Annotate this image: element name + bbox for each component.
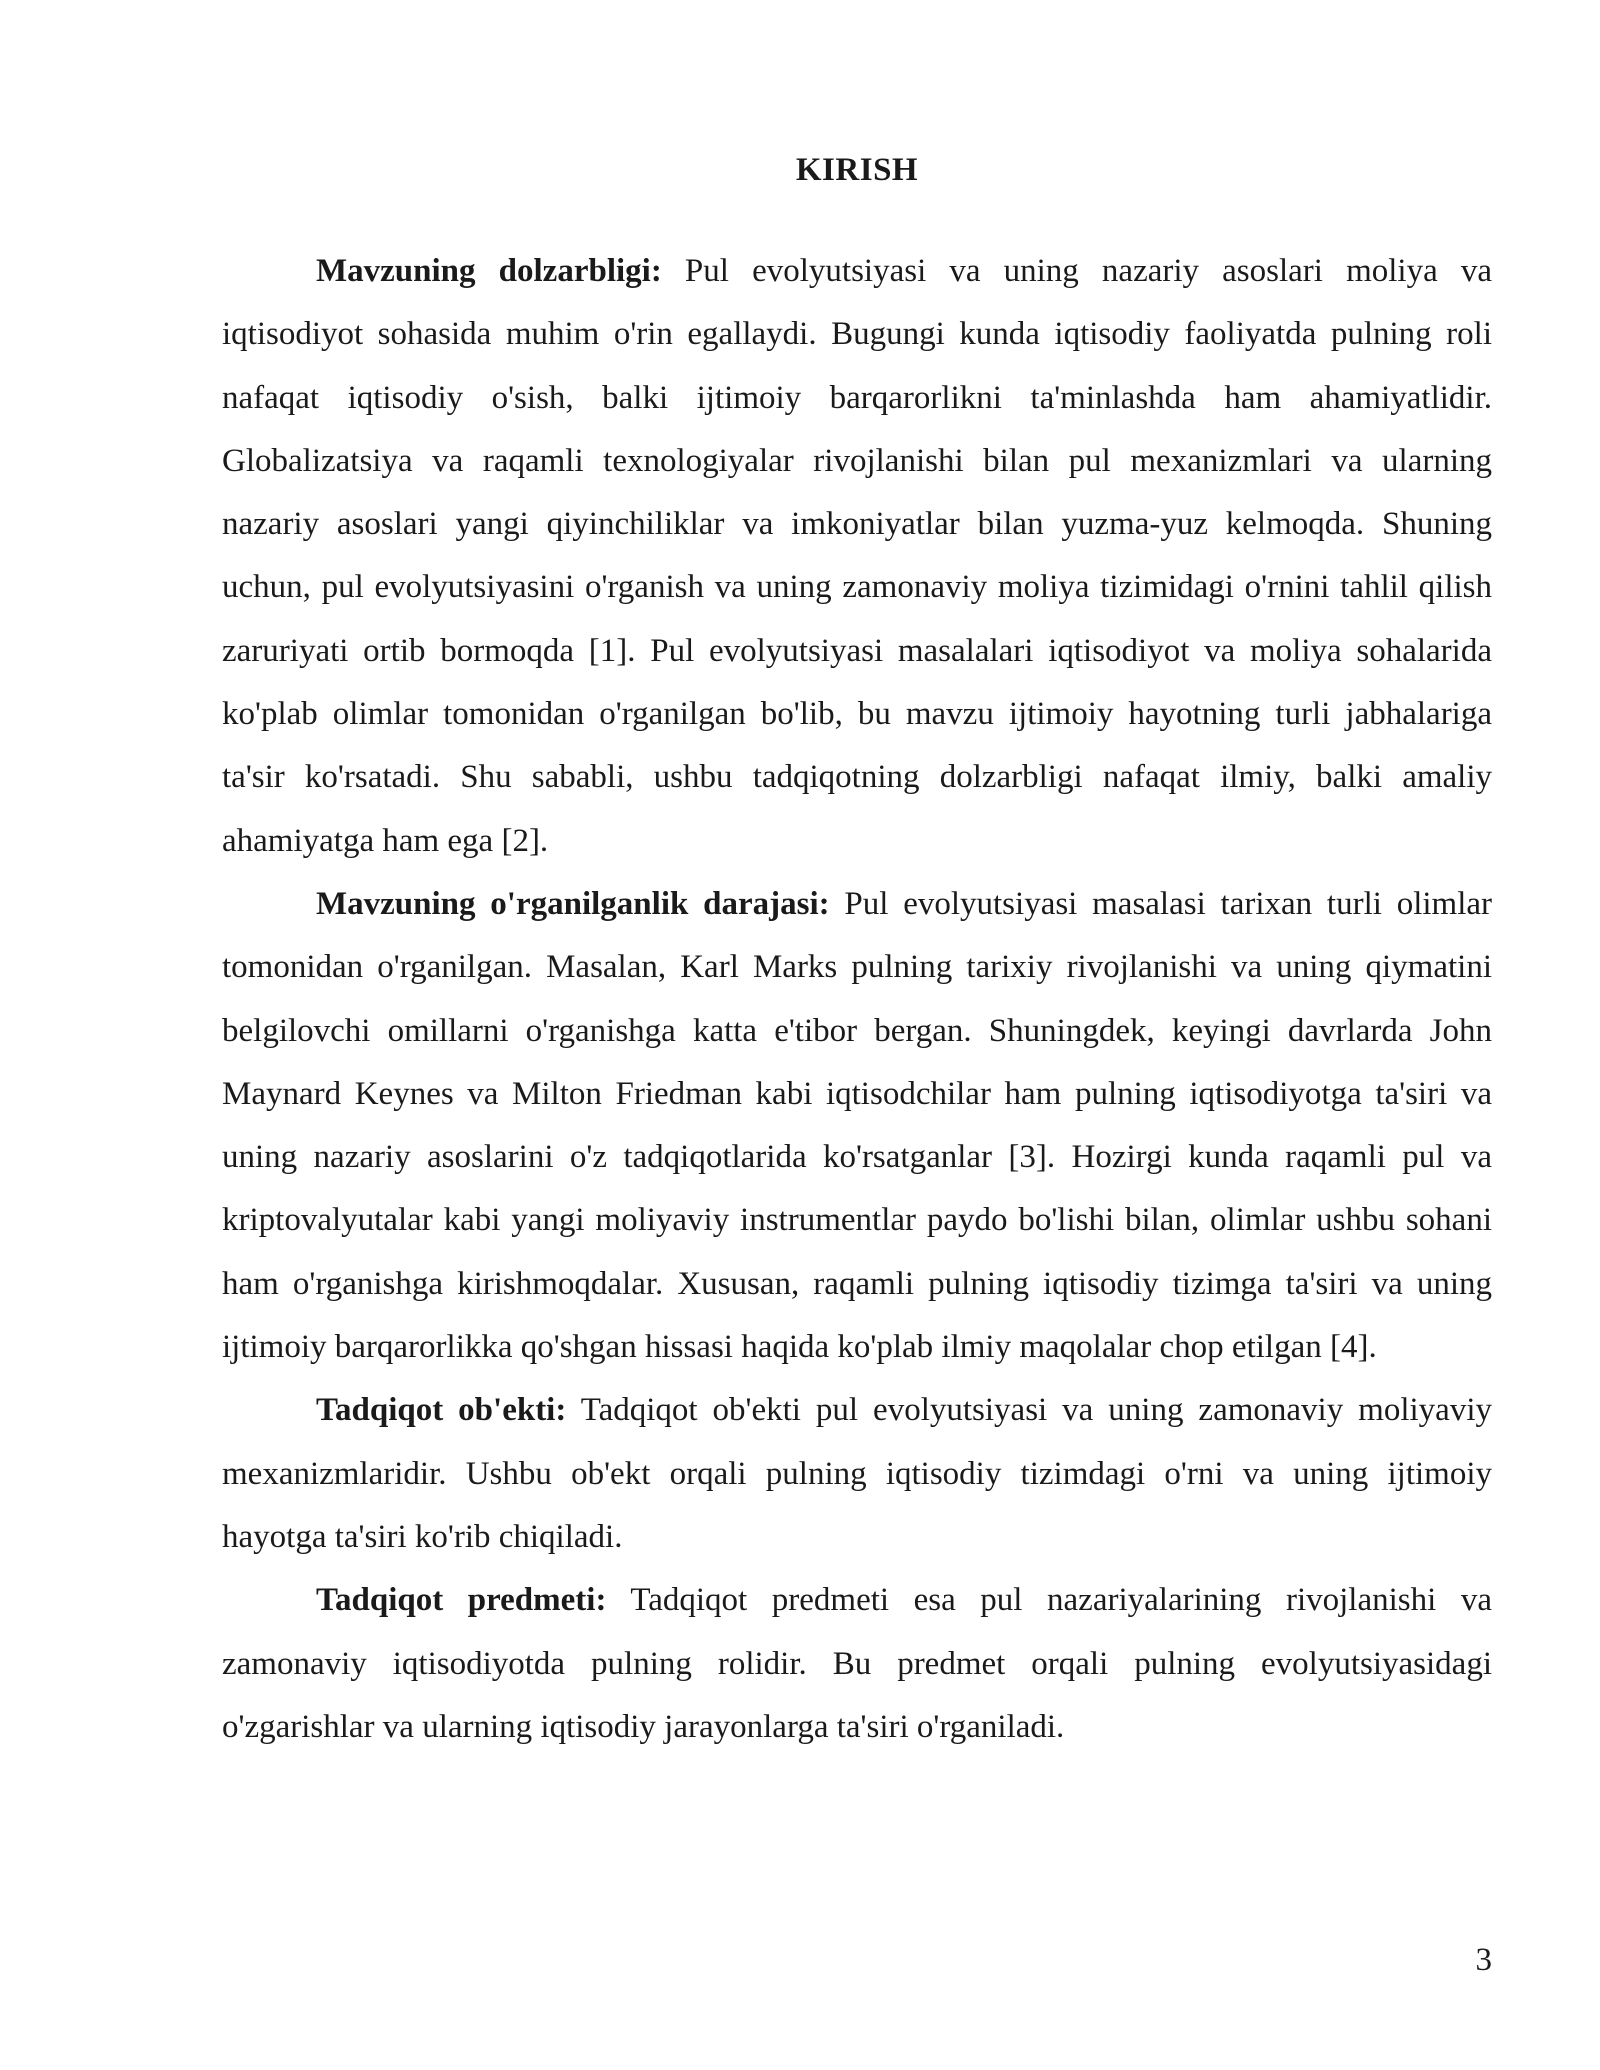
paragraph-text: Tadqiqot ob'ekti pul evolyutsiyasi va uning zamonaviy moliyaviy mexanizmlaridir. Ushbu ob'ekt orqali pulning iqtisodiy tizimdagi o'rni va uning ijtimoiy hayotga ta'siri ko'rib chiqiladi. xyxy=(222,1392,1492,1555)
paragraph-lead: Tadqiqot ob'ekti: xyxy=(316,1392,567,1429)
paragraph-research-object xyxy=(222,1379,1492,1569)
paragraph-lead: Mavzuning dolzarbligi: xyxy=(316,253,662,289)
paragraph-relevance xyxy=(222,240,1492,873)
paragraph-study-level xyxy=(222,873,1492,1379)
paragraph-text: Tadqiqot predmeti esa pul nazariyalarining rivojlanishi va zamonaviy iqtisodiyotda pulning rolidir. Bu predmet orqali pulning evolyutsiyasidagi o'zgarishlar va ularning iqtisodiy jarayonlarga ta'siri o'rganiladi. xyxy=(222,1582,1492,1745)
paragraph-text: Pul evolyutsiyasi va uning nazariy asoslari moliya va iqtisodiyot sohasida muhim o'rin egallaydi. Bugungi kunda iqtisodiy faoliyatda pulning roli nafaqat iqtisodiy o'sish, balki ijtimoiy barqarorlikni ta'minlashda ham ahamiyatlidir. Globalizatsiya va raqamli texnologiyalar rivojlanishi bilan pul mexanizmlari va ularning nazariy asoslari yangi qiyinchiliklar va imkoniyatlar bilan yuzma-yuz kelmoqda. Shuning uchun, pul evolyutsiyasini o'rganish va uning zamonaviy moliya tizimidagi o'rnini tahlil qilish zaruriyati ortib bormoqda [1]. Pul evolyutsiyasi masalalari iqtisodiyot va moliya sohalarida ko'plab olimlar tomonidan o'rganilgan bo'lib, bu mavzu ijtimoiy hayotning turli jabhalariga ta'sir ko'rsatadi. Shu sababli, ushbu tadqiqotning dolzarbligi nafaqat ilmiy, balki amaliy ahamiyatga ham ega [2]. xyxy=(222,253,1492,859)
document-body xyxy=(222,240,1492,1759)
page-number: 3 xyxy=(1475,1942,1492,1978)
paragraph-lead: Mavzuning o'rganilganlik darajasi: xyxy=(316,885,830,922)
paragraph-lead: Tadqiqot predmeti: xyxy=(316,1582,607,1619)
paragraph-research-subject xyxy=(222,1569,1492,1759)
paragraph-text: Pul evolyutsiyasi masalasi tarixan turli olimlar tomonidan o'rganilgan. Masalan, Karl Marks pulning tarixiy rivojlanishi va uning qiymatini belgilovchi omillarni o'rganishga katta e'tibor bergan. Shuningdek, keyingi davrlarda John Maynard Keynes va Milton Friedman kabi iqtisodchilar ham pulning iqtisodiyotga ta'siri va uning nazariy asoslarini o'z tadqiqotlarida ko'rsatganlar [3]. Hozirgi kunda raqamli pul va kriptovalyutalar kabi yangi moliyaviy instrumentlar paydo bo'lishi bilan, olimlar ushbu sohani ham o'rganishga kirishmoqdalar. Xususan, raqamli pulning iqtisodiy tizimga ta'siri va uning ijtimoiy barqarorlikka qo'shgan hissasi haqida ko'plab ilmiy maqolalar chop etilgan [4]. xyxy=(222,885,1493,1366)
page-title: KIRISH xyxy=(795,152,919,188)
